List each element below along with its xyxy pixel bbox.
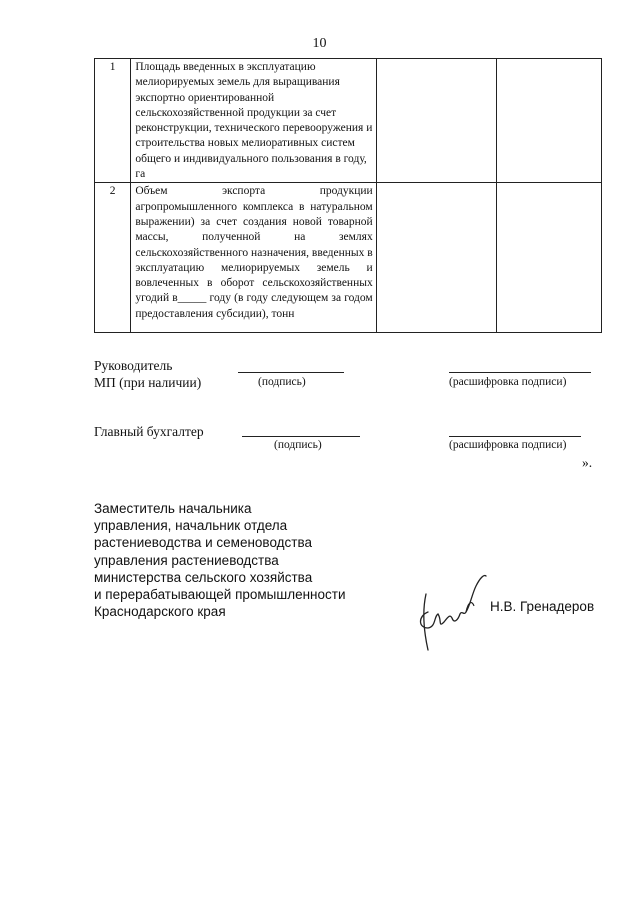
position-line: управления растениеводства [94,552,279,568]
row-value-cell [376,183,496,333]
stamp-label: МП (при наличии) [94,375,202,390]
head-label: Руководитель [94,358,173,373]
handwritten-signature [414,572,490,654]
row-number: 1 [95,59,131,183]
table-row [95,59,602,183]
decode-caption: (расшифровка подписи) [449,376,567,388]
signature-caption: (подпись) [274,439,322,451]
decode-line [449,372,591,373]
data-table [94,58,602,333]
signer-name: Н.В. Гренадеров [490,599,595,614]
row-value-cell [376,59,496,183]
accountant-label: Главный бухгалтер [94,424,204,439]
signature-line [238,372,344,373]
table-row [95,183,602,333]
signature-line [242,436,360,437]
page-number: 10 [312,36,327,51]
signature-caption: (подпись) [258,376,306,388]
decode-caption: (расшифровка подписи) [449,439,567,451]
row-text: Объем экспорта продукции агропромышленного комплекса в натуральном выражении) за счет создания новой товарной массы, полученной на землях сельскохозяйственного назначения, введенных в эксплуатацию мелиорируемых земель и вовлеченных в оборот сельскохозяйственных угодий в_____ году (в году следующем за годом предоставления субсидии), тонн [131,183,376,333]
row-text: Площадь введенных в эксплуатацию мелиорируемых земель для выращивания экспортно ориентированной сельскохозяйственной продукции за счет реконструкции, технического перевооружения и строительства новых мелиоративных систем общего и индивидуального пользования в году, га [131,59,376,183]
decode-line [449,436,581,437]
position-line: министерства сельского хозяйства [94,569,313,585]
row-number: 2 [95,183,131,333]
position-line: растениеводства и семеноводства [94,535,313,551]
position-line: управления, начальник отдела [94,518,288,534]
row-value-cell [497,59,602,183]
position-line: Заместитель начальника [94,501,252,516]
closing-quote: ». [582,455,593,470]
position-line: и перерабатывающей промышленности [94,587,346,603]
row-value-cell [497,183,602,333]
position-title [94,500,346,620]
position-line: Краснодарского края [94,604,226,620]
